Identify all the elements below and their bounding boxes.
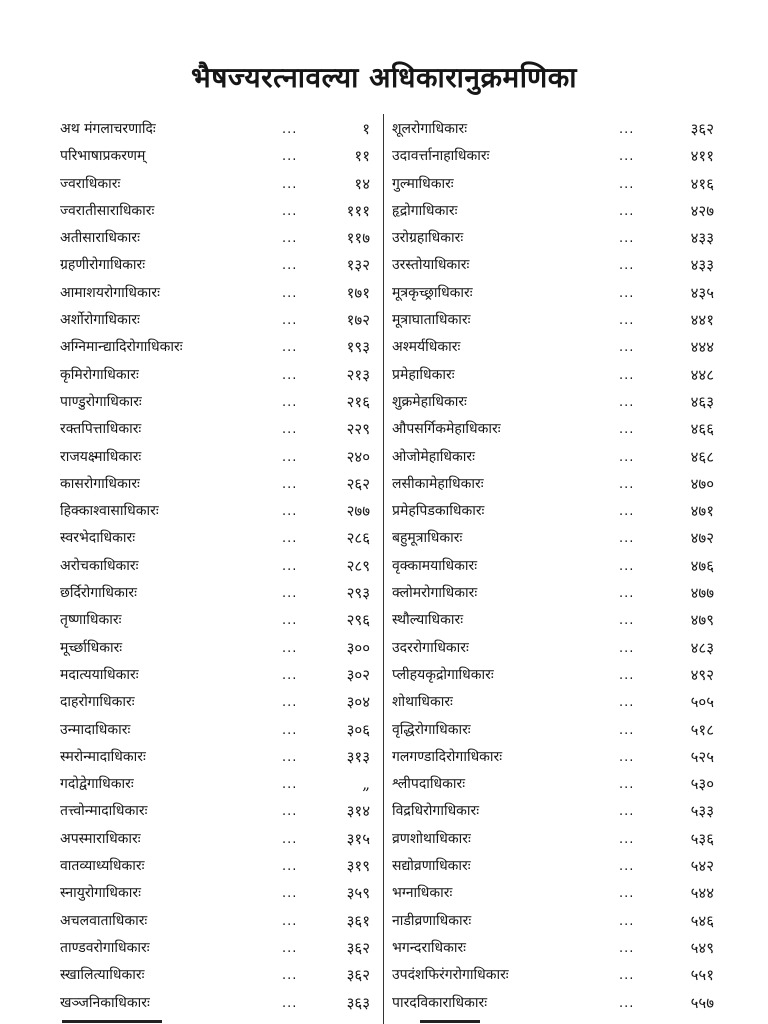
entry-title: ताण्डवरोगाधिकारः [60,939,150,956]
entry-page-number: २१३ [346,365,370,384]
toc-entry [60,225,380,252]
entry-title: क्लोमरोगाधिकारः [392,585,478,602]
entry-title: शूलरोगाधिकारः [392,121,468,137]
entry-page-number: ५४२ [690,857,714,876]
toc-entry [60,252,380,279]
entry-page-number: ५४४ [690,884,714,903]
entry-page-number: ४३३ [690,229,714,248]
entry-page-number: „ [362,775,370,794]
dot-leader: ... [282,531,298,547]
dot-leader: ... [282,394,298,410]
entry-page-number: ५२५ [690,747,714,766]
entry-page-number: ३०० [346,638,370,657]
entry-page-number: १ [362,120,370,138]
entry-page-number: ३०६ [346,720,370,739]
dot-leader: ... [282,859,298,875]
entry-title: शुक्रमेहाधिकारः [392,393,467,410]
entry-page-number: २१६ [346,392,370,411]
entry-page-number: ४११ [690,147,714,166]
toc-entry [392,635,722,662]
toc-entry [60,444,380,471]
toc-entry [60,853,380,880]
page-title: भैषज्यरत्नावल्या अधिकारानुक्रमणिका [191,61,577,94]
entry-title: बहुमूत्राधिकारः [392,530,463,547]
entry-title: अतीसाराधिकारः [60,230,140,247]
entry-title: लसीकामेहाधिकारः [392,475,484,492]
entry-title: गुल्माधिकारः [392,175,454,192]
entry-page-number: १७२ [346,311,370,330]
entry-page-number: २८६ [346,529,370,548]
toc-entry [60,962,380,989]
entry-title: अश्मर्यधिकारः [392,339,461,356]
dot-leader: ... [619,558,635,574]
entry-title: वृद्धिरोगाधिकारः [392,721,471,738]
left-column [60,116,380,1017]
entry-title: नाडीव्रणाधिकारः [392,912,472,929]
entry-title: मदात्ययाधिकारः [60,666,139,683]
dot-leader: ... [282,504,298,520]
dot-leader: ... [282,613,298,629]
entry-title: मूत्रकृच्छ्राधिकारः [392,284,473,301]
toc-entry [392,607,722,634]
dot-leader: ... [282,995,298,1011]
entry-title: दाहरोगाधिकारः [60,694,135,711]
dot-leader: ... [619,258,635,274]
entry-page-number: ४४४ [690,338,714,357]
entry-title: भग्नाधिकारः [392,885,453,902]
truncated-row-right [420,1018,480,1024]
toc-entry [60,389,380,416]
entry-page-number: ४७९ [690,611,714,630]
dot-leader: ... [619,777,635,793]
toc-entry [392,798,722,825]
dot-leader: ... [619,722,635,738]
entry-title: वृक्कामयाधिकारः [392,557,478,574]
toc-entry [392,880,722,907]
toc-entry [392,771,722,798]
dot-leader: ... [619,586,635,602]
toc-entry [60,908,380,935]
entry-title: कृमिरोगाधिकारः [60,366,139,383]
toc-entry [392,252,722,279]
entry-title: पाण्डुरोगाधिकारः [60,393,142,410]
entry-page-number: ४७२ [690,529,714,548]
entry-page-number: १९३ [346,338,370,357]
entry-title: अग्निमान्द्यादिरोगाधिकारः [60,339,183,356]
entry-title: प्लीहयकृद्रोगाधिकारः [392,666,494,683]
entry-title: उन्मादाधिकारः [60,721,131,738]
toc-entry [392,990,722,1017]
toc-entry [60,471,380,498]
entry-page-number: ३०२ [346,665,370,684]
dot-leader: ... [619,859,635,875]
dot-leader: ... [282,640,298,656]
entry-title: अरोचकाधिकारः [60,557,139,574]
toc-entry [392,962,722,989]
entry-title: श्लीपदाधिकारः [392,776,466,793]
entry-title: उपदंशफिरंगरोगाधिकारः [392,967,509,984]
entry-page-number: ५४९ [690,938,714,957]
toc-entry [392,198,722,225]
toc-entry [392,498,722,525]
toc-entry [392,908,722,935]
entry-title: हृद्रोगाधिकारः [392,202,458,219]
dot-leader: ... [619,667,635,683]
dot-leader: ... [282,586,298,602]
dot-leader: ... [282,149,298,165]
entry-page-number: ४७१ [690,502,714,521]
entry-title: स्खालित्याधिकारः [60,967,145,984]
entry-page-number: ४३५ [690,283,714,302]
dot-leader: ... [619,203,635,219]
dot-leader: ... [282,886,298,902]
entry-title: परिभाषाप्रकरणम् [60,148,146,165]
entry-page-number: ४६६ [690,420,714,439]
toc-entry [60,198,380,225]
dot-leader: ... [282,695,298,711]
dot-leader: ... [282,285,298,301]
dot-leader: ... [619,913,635,929]
dot-leader: ... [282,449,298,465]
dot-leader: ... [619,367,635,383]
toc-entry [392,553,722,580]
entry-page-number: ११७ [346,229,370,248]
toc-entry [60,171,380,198]
dot-leader: ... [619,695,635,711]
dot-leader: ... [619,940,635,956]
toc-entry [60,580,380,607]
entry-page-number: २८९ [346,556,370,575]
toc-entry [392,689,722,716]
entry-title: ओजोमेहाधिकारः [392,448,475,465]
toc-entry [60,280,380,307]
toc-entry [392,280,722,307]
dot-leader: ... [282,340,298,356]
dot-leader: ... [282,313,298,329]
dot-leader: ... [282,176,298,192]
dot-leader: ... [619,504,635,520]
dot-leader: ... [282,831,298,847]
dot-leader: ... [282,968,298,984]
toc-entry [392,525,722,552]
entry-page-number: ४९२ [690,665,714,684]
entry-page-number: २७७ [346,502,370,521]
entry-page-number: ४१६ [690,174,714,193]
entry-title: पारदविकाराधिकारः [392,994,488,1011]
toc-entry [60,553,380,580]
toc-entry [60,525,380,552]
entry-page-number: २९६ [346,611,370,630]
toc-entry [392,171,722,198]
entry-title: आमाशयरोगाधिकारः [60,284,160,301]
entry-page-number: ४८३ [690,638,714,657]
entry-page-number: ३०४ [346,693,370,712]
entry-page-number: ५५७ [690,993,714,1012]
toc-entry [60,880,380,907]
dot-leader: ... [619,613,635,629]
entry-page-number: ४७७ [690,584,714,603]
toc-entry [60,143,380,170]
toc-entry [60,334,380,361]
toc-entry [60,744,380,771]
dot-leader: ... [282,777,298,793]
entry-page-number: ३५९ [346,884,370,903]
entry-title: कासरोगाधिकारः [60,475,140,492]
dot-leader: ... [282,722,298,738]
entry-page-number: ११ [354,147,370,166]
toc-entry [392,717,722,744]
entry-page-number: २९३ [346,584,370,603]
dot-leader: ... [619,285,635,301]
entry-page-number: ४३३ [690,256,714,275]
toc-entry [392,580,722,607]
entry-page-number: ३१९ [346,857,370,876]
entry-title: ज्वरातीसाराधिकारः [60,202,155,219]
dot-leader: ... [619,476,635,492]
toc-entry [60,771,380,798]
entry-page-number: ४७६ [690,556,714,575]
entry-title: औपसर्गिकमेहाधिकारः [392,421,501,438]
dot-leader: ... [282,231,298,247]
entry-page-number: ३६१ [346,911,370,930]
toc-entry [392,334,722,361]
entry-title: स्वरभेदाधिकारः [60,530,136,547]
entry-title: मूर्च्छाधिकारः [60,639,123,656]
dot-leader: ... [619,995,635,1011]
entry-title: विद्रधिरोगाधिकारः [392,803,480,820]
dot-leader: ... [619,804,635,820]
entry-page-number: ५४६ [690,911,714,930]
entry-page-number: ५०५ [690,693,714,712]
toc-entry [60,116,380,143]
toc-entry [392,225,722,252]
entry-title: उदररोगाधिकारः [392,639,469,656]
dot-leader: ... [282,367,298,383]
entry-title: हिक्काश्वासाधिकारः [60,503,159,520]
toc-entry [60,362,380,389]
entry-page-number: ५३० [690,775,714,794]
toc-entry [60,935,380,962]
toc-entry [392,116,722,143]
entry-page-number: १११ [346,201,370,220]
entry-page-number: ३१३ [346,747,370,766]
entry-page-number: २२९ [346,420,370,439]
entry-title: उरोग्रहाधिकारः [392,230,464,247]
dot-leader: ... [619,340,635,356]
dot-leader: ... [282,422,298,438]
entry-title: उदावर्त्तानाहाधिकारः [392,148,490,165]
entry-page-number: ३६३ [346,993,370,1012]
dot-leader: ... [282,122,298,137]
right-column [392,116,722,1017]
toc-entry [392,362,722,389]
entry-page-number: ४६८ [690,447,714,466]
toc-entry [60,662,380,689]
entry-title: ग्रहणीरोगाधिकारः [60,257,146,274]
toc-entry [60,498,380,525]
entry-title: व्रणशोथाधिकारः [392,830,471,847]
entry-title: स्मरोन्मादाधिकारः [60,748,146,765]
entry-title: मूत्राघाताधिकारः [392,312,471,329]
toc-entry [392,143,722,170]
dot-leader: ... [282,667,298,683]
toc-entry [60,990,380,1017]
toc-entry [60,607,380,634]
dot-leader: ... [619,394,635,410]
entry-page-number: ५५१ [690,966,714,985]
dot-leader: ... [619,149,635,165]
entry-title: प्रमेहाधिकारः [392,366,455,383]
dot-leader: ... [282,558,298,574]
entry-title: खञ्जनिकाधिकारः [60,994,150,1011]
entry-title: तृष्णाधिकारः [60,612,122,629]
entry-title: प्रमेहपिडकाधिकारः [392,503,485,520]
entry-page-number: ४२७ [690,201,714,220]
toc-entry [60,798,380,825]
entry-title: वातव्याध्यधिकारः [60,858,145,875]
entry-title: उरस्तोयाधिकारः [392,257,470,274]
toc-entry [392,389,722,416]
dot-leader: ... [619,968,635,984]
dot-leader: ... [282,940,298,956]
entry-page-number: ३६२ [690,120,714,138]
entry-page-number: ५३३ [690,802,714,821]
entry-page-number: १३२ [346,256,370,275]
toc-entry [60,717,380,744]
dot-leader: ... [282,476,298,492]
toc-entry [60,826,380,853]
entry-title: अथ मंगलाचरणादिः [60,121,156,137]
entry-page-number: ४४८ [690,365,714,384]
dot-leader: ... [619,313,635,329]
toc-entry [392,853,722,880]
toc-entry [392,471,722,498]
toc-entry [392,662,722,689]
toc-entry [392,935,722,962]
entry-page-number: ४६३ [690,392,714,411]
dot-leader: ... [282,203,298,219]
entry-title: गलगण्डादिरोगाधिकारः [392,748,503,765]
dot-leader: ... [619,531,635,547]
dot-leader: ... [619,231,635,247]
entry-title: राजयक्ष्माधिकारः [60,448,142,465]
entry-page-number: ३१५ [346,829,370,848]
entry-page-number: ५३६ [690,829,714,848]
truncated-row-left [62,1018,162,1024]
entry-page-number: ३६२ [346,966,370,985]
entry-title: गदोद्वेगाधिकारः [60,776,134,793]
entry-page-number: २६२ [346,474,370,493]
entry-title: स्थौल्याधिकारः [392,612,464,629]
entry-title: अर्शोरोगाधिकारः [60,312,140,329]
entry-title: छर्दिरोगाधिकारः [60,585,137,602]
entry-title: सद्योव्रणाधिकारः [392,858,471,875]
toc-entry [392,416,722,443]
dot-leader: ... [282,749,298,765]
entry-page-number: १४ [354,174,370,193]
entry-page-number: ४७० [690,474,714,493]
dot-leader: ... [619,176,635,192]
dot-leader: ... [619,640,635,656]
entry-title: अचलवाताधिकारः [60,912,148,929]
toc-entry [392,307,722,334]
column-divider [383,114,384,1024]
entry-page-number: ४४१ [690,311,714,330]
entry-page-number: १७१ [346,283,370,302]
entry-page-number: ३१४ [346,802,370,821]
dot-leader: ... [619,749,635,765]
dot-leader: ... [282,258,298,274]
toc-entry [60,689,380,716]
entry-title: अपस्माराधिकारः [60,830,141,847]
dot-leader: ... [619,122,635,137]
dot-leader: ... [619,886,635,902]
entry-page-number: ५१८ [690,720,714,739]
dot-leader: ... [619,831,635,847]
toc-entry [60,635,380,662]
toc-entry [392,444,722,471]
entry-title: स्नायुरोगाधिकारः [60,885,141,902]
entry-title: रक्तपित्ताधिकारः [60,421,142,438]
dot-leader: ... [282,913,298,929]
entry-title: ज्वराधिकारः [60,175,121,192]
toc-entry [60,307,380,334]
dot-leader: ... [619,422,635,438]
entry-title: भगन्दराधिकारः [392,939,467,956]
dot-leader: ... [282,804,298,820]
toc-entry [392,826,722,853]
entry-title: शोथाधिकारः [392,694,453,711]
entry-page-number: ३६२ [346,938,370,957]
dot-leader: ... [619,449,635,465]
entry-title: तत्त्वोन्मादाधिकारः [60,803,148,820]
toc-entry [60,416,380,443]
toc-entry [392,744,722,771]
entry-page-number: २४० [346,447,370,466]
